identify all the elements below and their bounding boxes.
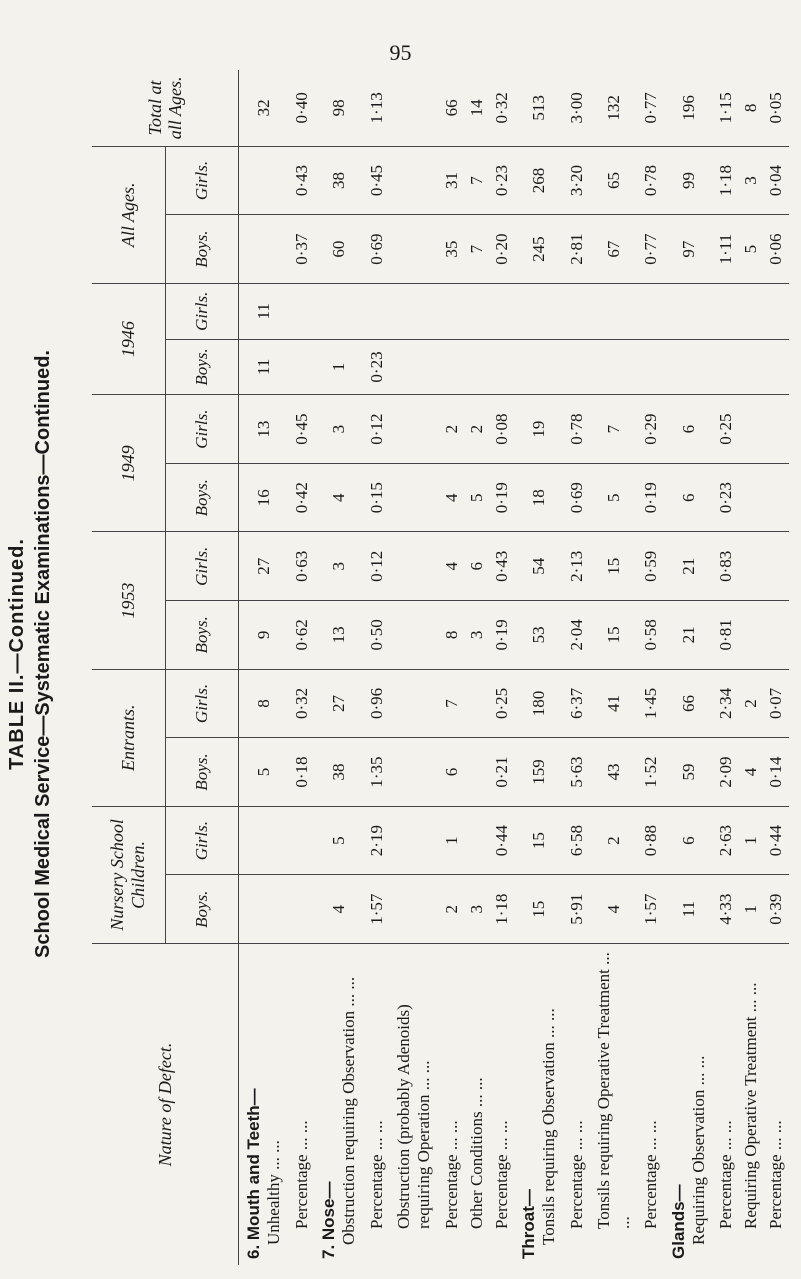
table-cell: 31 (439, 146, 464, 215)
table-cell (739, 283, 764, 339)
row-label (564, 944, 589, 1266)
table-cell: 245 (514, 215, 564, 284)
table-cell (564, 283, 589, 339)
table-cell (464, 669, 489, 738)
table-cell: 5 (239, 738, 290, 807)
table-cell: 8 (739, 70, 764, 146)
table-cell: 0·59 (639, 532, 664, 601)
table-cell (389, 601, 439, 670)
row-label (439, 944, 464, 1266)
row-sub-label: Percentage ... ... (366, 1120, 386, 1229)
table-cell: 2·19 (364, 806, 389, 875)
table-cell: 27 (239, 532, 290, 601)
table-cell: 38 (314, 146, 364, 215)
table-cell: 1·52 (639, 738, 664, 807)
table-cell: 4·33 (714, 875, 739, 944)
table-cell (389, 669, 439, 738)
table-cell: 2·63 (714, 806, 739, 875)
table-cell: 2·04 (564, 601, 589, 670)
table-cell (289, 283, 314, 339)
row-label (489, 944, 514, 1266)
table-cell: 5 (314, 806, 364, 875)
table-cell: 0·50 (364, 601, 389, 670)
table-cell: 43 (589, 738, 639, 807)
table-cell: 60 (314, 215, 364, 284)
table-cell (389, 463, 439, 532)
table-row (664, 70, 714, 1265)
table-cell: 0·83 (714, 532, 739, 601)
table-cell: 3 (314, 395, 364, 464)
table-cell: 16 (239, 463, 290, 532)
table-cell: 15 (589, 532, 639, 601)
table-cell: 6·58 (564, 806, 589, 875)
table-cell: 66 (664, 669, 714, 738)
table-cell: 0·07 (764, 669, 789, 738)
table-cell: 7 (439, 669, 464, 738)
table-cell: 2·09 (714, 738, 739, 807)
table-cell: 6 (464, 532, 489, 601)
table-cell: 0·45 (289, 395, 314, 464)
table-cell: 54 (514, 532, 564, 601)
table-cell (739, 339, 764, 395)
table-cell: 0·08 (489, 395, 514, 464)
row-label (314, 944, 364, 1266)
table-cell (439, 283, 464, 339)
table-cell (239, 146, 290, 215)
table-cell: 0·25 (714, 395, 739, 464)
row-label (289, 944, 314, 1266)
table-cell: 3·20 (564, 146, 589, 215)
table-row (389, 70, 439, 1265)
table-cell (389, 532, 439, 601)
table-cell: 0·69 (564, 463, 589, 532)
row-section-label: Throat— (519, 1189, 539, 1259)
table-cell (389, 215, 439, 284)
table-cell: 0·06 (764, 215, 789, 284)
table-cell (289, 339, 314, 395)
table-cell: 1·18 (489, 875, 514, 944)
table-cell: 65 (589, 146, 639, 215)
table-cell (389, 70, 439, 146)
table-cell (439, 339, 464, 395)
table-cell: 38 (314, 738, 364, 807)
table-cell: 0·44 (489, 806, 514, 875)
table-cell: 0·23 (489, 146, 514, 215)
group-header-nursery: Nursery School Children. (92, 806, 165, 943)
subheader-girls: Girls. (165, 146, 239, 215)
table-caption (4, 44, 56, 1264)
table-cell: 268 (514, 146, 564, 215)
table-cell: 8 (239, 669, 290, 738)
table-cell: 3 (739, 146, 764, 215)
table-cell (764, 395, 789, 464)
row-sub-label: Percentage ... ... (291, 1120, 311, 1229)
table-cell: 1·45 (639, 669, 664, 738)
table-cell (389, 738, 439, 807)
table-cell: 15 (514, 875, 564, 944)
table-row (364, 70, 389, 1265)
table-cell: 0·19 (489, 463, 514, 532)
table-row (764, 70, 789, 1265)
table-cell: 4 (314, 875, 364, 944)
table-cell: 3·00 (564, 70, 589, 146)
table-cell: 0·32 (289, 669, 314, 738)
table-cell: 0·19 (639, 463, 664, 532)
table-cell (589, 339, 639, 395)
subheader-girls: Girls. (165, 806, 239, 875)
row-label (589, 944, 639, 1266)
table-cell: 5 (739, 215, 764, 284)
table-cell: 0·32 (489, 70, 514, 146)
table-cell: 14 (464, 70, 489, 146)
table-cell: 19 (514, 395, 564, 464)
table-cell: 0·81 (714, 601, 739, 670)
table-cell: 4 (314, 463, 364, 532)
table-cell: 1·57 (639, 875, 664, 944)
rotated-table-wrapper (92, 70, 789, 1265)
table-row (714, 70, 739, 1265)
table-row (489, 70, 514, 1265)
row-sub-label: Unhealthy ... ... (264, 1140, 284, 1245)
table-cell (564, 339, 589, 395)
row-sub-label: Obstruction (probably Adenoids) requiring Operation ... ... (394, 1004, 434, 1229)
table-cell: 1 (739, 806, 764, 875)
row-sub-label: Percentage ... ... (716, 1120, 736, 1229)
row-label (514, 944, 564, 1266)
table-cell: 5·91 (564, 875, 589, 944)
row-label (714, 944, 739, 1266)
table-cell (514, 283, 564, 339)
table-cell: 0·77 (639, 215, 664, 284)
row-sub-label: Percentage ... ... (566, 1120, 586, 1229)
table-row (739, 70, 764, 1265)
table-cell (464, 738, 489, 807)
table-cell: 53 (514, 601, 564, 670)
table-cell: 2·13 (564, 532, 589, 601)
table-cell: 6·37 (564, 669, 589, 738)
table-cell: 1·13 (364, 70, 389, 146)
table-cell (389, 806, 439, 875)
row-label (464, 944, 489, 1266)
subheader-boys: Boys. (165, 215, 239, 284)
table-cell: 3 (464, 875, 489, 944)
table-cell (639, 283, 664, 339)
table-cell (389, 283, 439, 339)
group-header-entrants: Entrants. (92, 669, 165, 806)
table-cell (714, 283, 739, 339)
table-cell: 1 (314, 339, 364, 395)
row-sub-label: Percentage ... ... (491, 1120, 511, 1229)
table-cell: 5 (589, 463, 639, 532)
subheader-girls: Girls. (165, 532, 239, 601)
table-cell (239, 215, 290, 284)
row-label (664, 944, 714, 1266)
table-cell (639, 339, 664, 395)
table-cell: 0·96 (364, 669, 389, 738)
table-cell: 1 (439, 806, 464, 875)
table-cell: 6 (439, 738, 464, 807)
table-cell: 2·81 (564, 215, 589, 284)
group-header-all-ages: All Ages. (92, 146, 165, 283)
subheader-boys: Boys. (165, 738, 239, 807)
table-cell (714, 339, 739, 395)
table-cell: 0·29 (639, 395, 664, 464)
table-cell: 3 (464, 601, 489, 670)
table-cell (389, 395, 439, 464)
table-cell: 0·23 (364, 339, 389, 395)
table-cell: 7 (464, 215, 489, 284)
table-cell (764, 532, 789, 601)
table-cell: 4 (439, 463, 464, 532)
row-sub-label: Tonsils requiring Observation ... ... (539, 1008, 559, 1245)
table-cell: 5·63 (564, 738, 589, 807)
table-cell: 97 (664, 215, 714, 284)
row-sub-label: Tonsils requiring Operative Treatment ... ... (593, 952, 633, 1229)
table-cell: 21 (664, 601, 714, 670)
table-cell (664, 339, 714, 395)
table-cell: 0·77 (639, 70, 664, 146)
table-cell (239, 875, 290, 944)
table-cell (489, 283, 514, 339)
table-cell: 1·18 (714, 146, 739, 215)
table-cell: 8 (439, 601, 464, 670)
table-cell: 21 (664, 532, 714, 601)
table-cell: 13 (239, 395, 290, 464)
row-sub-label: Percentage ... ... (766, 1120, 786, 1229)
table-cell: 4 (589, 875, 639, 944)
table-cell (464, 806, 489, 875)
table-cell: 0·19 (489, 601, 514, 670)
table-title: TABLE II.—Continued. (6, 538, 28, 770)
table-cell: 0·63 (289, 532, 314, 601)
table-cell (739, 395, 764, 464)
table-cell: 0·43 (289, 146, 314, 215)
table-cell: 0·05 (764, 70, 789, 146)
table-row (589, 70, 639, 1265)
table-cell: 2 (464, 395, 489, 464)
table-cell: 159 (514, 738, 564, 807)
table-cell: 2·34 (714, 669, 739, 738)
table-cell: 0·88 (639, 806, 664, 875)
row-section-label: 6. Mouth and Teeth— (244, 1088, 264, 1259)
table-row (314, 70, 364, 1265)
table-cell: 2 (739, 669, 764, 738)
table-cell: 0·37 (289, 215, 314, 284)
table-cell: 0·14 (764, 738, 789, 807)
table-cell (739, 463, 764, 532)
label-column-header: Nature of Defect. (92, 944, 239, 1266)
table-subtitle: School Medical Service—Systematic Examinations—Continued. (32, 350, 54, 958)
table-cell: 67 (589, 215, 639, 284)
table-cell: 0·20 (489, 215, 514, 284)
table-cell: 0·25 (489, 669, 514, 738)
subheader-girls: Girls. (165, 395, 239, 464)
table-cell (239, 806, 290, 875)
row-label (364, 944, 389, 1266)
table-cell (289, 875, 314, 944)
table-cell: 32 (239, 70, 290, 146)
table-cell: 18 (514, 463, 564, 532)
subheader-boys: Boys. (165, 601, 239, 670)
table-cell: 1·11 (714, 215, 739, 284)
table-cell: 4 (439, 532, 464, 601)
table-row (439, 70, 464, 1265)
table-cell (464, 339, 489, 395)
total-header: Total at all Ages. (92, 70, 239, 146)
table-row (239, 70, 290, 1265)
table-cell: 0·44 (764, 806, 789, 875)
table-row (564, 70, 589, 1265)
subheader-boys: Boys. (165, 875, 239, 944)
table-cell: 132 (589, 70, 639, 146)
table-cell: 2 (439, 395, 464, 464)
table-cell: 0·12 (364, 395, 389, 464)
row-sub-label: Requiring Operative Treatment ... ... (741, 982, 761, 1229)
table-cell: 0·69 (364, 215, 389, 284)
table-cell (364, 283, 389, 339)
table-cell (764, 463, 789, 532)
defects-table (92, 70, 789, 1265)
subheader-boys: Boys. (165, 463, 239, 532)
table-cell (739, 532, 764, 601)
table-row (639, 70, 664, 1265)
row-section-label: Glands— (668, 1184, 688, 1259)
table-cell (389, 339, 439, 395)
table-cell: 7 (589, 395, 639, 464)
subheader-girls: Girls. (165, 669, 239, 738)
group-header-1953: 1953 (92, 532, 165, 669)
table-cell: 0·40 (289, 70, 314, 146)
table-cell (489, 339, 514, 395)
table-cell (764, 283, 789, 339)
row-sub-label: Percentage ... ... (641, 1120, 661, 1229)
table-cell: 0·12 (364, 532, 389, 601)
table-cell: 0·58 (639, 601, 664, 670)
table-body (239, 70, 789, 1265)
table-cell: 5 (464, 463, 489, 532)
table-cell: 0·42 (289, 463, 314, 532)
table-cell: 9 (239, 601, 290, 670)
group-header-1949: 1949 (92, 395, 165, 532)
table-cell: 0·78 (564, 395, 589, 464)
table-cell (514, 339, 564, 395)
table-cell (314, 283, 364, 339)
subheader-boys: Boys. (165, 339, 239, 395)
table-cell: 0·21 (489, 738, 514, 807)
row-sub-label: Obstruction requiring Observation ... ... (339, 976, 359, 1245)
table-cell (389, 146, 439, 215)
page-number: 95 (389, 40, 412, 65)
table-cell: 99 (664, 146, 714, 215)
table-cell: 196 (664, 70, 714, 146)
row-label (639, 944, 664, 1266)
table-cell: 0·43 (489, 532, 514, 601)
table-cell (764, 339, 789, 395)
table-cell: 11 (239, 339, 290, 395)
table-cell: 0·15 (364, 463, 389, 532)
table-cell: 1·57 (364, 875, 389, 944)
table-cell: 3 (314, 532, 364, 601)
table-cell: 4 (739, 738, 764, 807)
table-cell: 2 (439, 875, 464, 944)
table-cell: 66 (439, 70, 464, 146)
table-cell: 1·15 (714, 70, 739, 146)
table-cell: 6 (664, 395, 714, 464)
table-cell: 0·18 (289, 738, 314, 807)
table-row (464, 70, 489, 1265)
row-sub-label: Requiring Observation ... ... (688, 1055, 708, 1245)
table-row (289, 70, 314, 1265)
subheader-girls: Girls. (165, 283, 239, 339)
table-cell: 0·39 (764, 875, 789, 944)
table-cell: 98 (314, 70, 364, 146)
row-label (764, 944, 789, 1266)
table-cell (289, 806, 314, 875)
table-cell: 0·62 (289, 601, 314, 670)
table-cell: 41 (589, 669, 639, 738)
table-cell: 180 (514, 669, 564, 738)
table-cell (389, 875, 439, 944)
table-cell: 35 (439, 215, 464, 284)
table-cell (664, 283, 714, 339)
table-cell: 11 (664, 875, 714, 944)
table-cell: 59 (664, 738, 714, 807)
table-cell (764, 601, 789, 670)
table-cell (739, 601, 764, 670)
row-label (239, 944, 290, 1266)
table-cell: 1·35 (364, 738, 389, 807)
group-header-1946: 1946 (92, 283, 165, 394)
table-cell: 513 (514, 70, 564, 146)
table-cell: 0·23 (714, 463, 739, 532)
table-cell: 0·45 (364, 146, 389, 215)
row-label (739, 944, 764, 1266)
table-cell: 0·78 (639, 146, 664, 215)
table-cell: 7 (464, 146, 489, 215)
row-section-label: 7. Nose— (319, 1181, 339, 1259)
table-cell: 0·04 (764, 146, 789, 215)
table-cell: 13 (314, 601, 364, 670)
row-sub-label: Percentage ... ... (441, 1120, 461, 1229)
table-row (514, 70, 564, 1265)
table-cell: 2 (589, 806, 639, 875)
table-cell: 1 (739, 875, 764, 944)
table-cell (589, 283, 639, 339)
table-cell: 6 (664, 463, 714, 532)
row-sub-label: Other Conditions ... ... (466, 1077, 486, 1229)
table-cell: 15 (589, 601, 639, 670)
table-cell: 15 (514, 806, 564, 875)
table-cell: 27 (314, 669, 364, 738)
row-label (389, 944, 439, 1266)
table-cell: 11 (239, 283, 290, 339)
table-cell (464, 283, 489, 339)
table-cell: 6 (664, 806, 714, 875)
